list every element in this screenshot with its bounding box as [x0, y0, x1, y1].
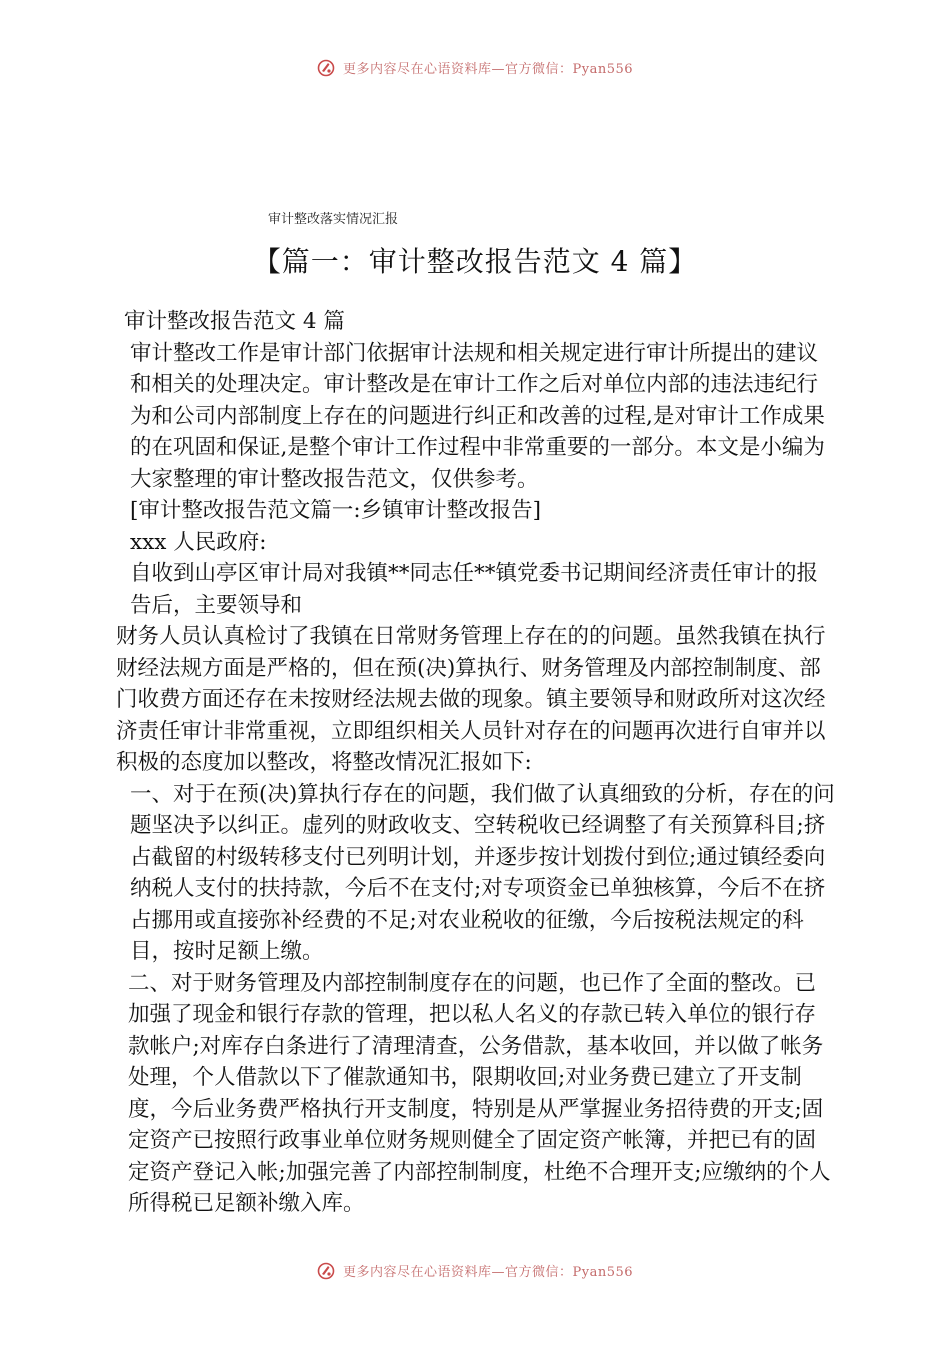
section-heading-paragraph: [审计整改报告范文篇一:乡镇审计整改报告] [130, 498, 542, 523]
body-paragraph: 自收到山亭区审计局对我镇**同志任**镇党委书记期间经济责任审计的报告后，主要领导和 [130, 561, 819, 618]
logo-icon [317, 1262, 335, 1280]
watermark-bottom [0, 1261, 950, 1280]
watermark-text: 更多内容尽在心语资料库—官方微信：Pyan556 [343, 1265, 634, 1280]
intro-paragraph: 审计整改工作是审计部门依据审计法规和相关规定进行审计所提出的建议和相关的处理决定。审计整改是在审计工作之后对单位内部的违法违纪行为和公司内部制度上存在的问题进行纠正和改善的过程,是对审计工作成果的在巩固和保证,是整个审计工作过程中非常重要的一部分。本文是小编为大家整理的审计整改报告范文，仅供参考。 [130, 340, 825, 492]
document-body [116, 306, 836, 1220]
salutation-paragraph: xxx 人民政府: [130, 529, 267, 555]
document-header-title: 审计整改落实情况汇报 [268, 212, 399, 227]
logo-icon [317, 59, 335, 77]
body-paragraph: 二、对于财务管理及内部控制制度存在的问题，也已作了全面的整改。已加强了现金和银行存款的管理，把以私人名义的存款已转入单位的银行存款帐户;对库存白条进行了清理清查，公务借款，基本收回，并以做了帐务处理，个人借款以下了催款通知书，限期收回;对业务费已建立了开支制度，今后业务费严格执行开支制度，特别是从严掌握业务招待费的开支;固定资产已按照行政事业单位财务规则健全了固定资产帐簿，并把已有的固定资产登记入帐;加强完善了内部控制制度，杜绝不合理开支;应缴纳的个人所得税已足额补缴入库。 [128, 970, 831, 1216]
body-paragraph: 一、对于在预(决)算执行存在的问题，我们做了认真细致的分析，存在的问题坚决予以纠正。虚列的财政收支、空转税收已经调整了有关预算科目;挤占截留的村级转移支付已列明计划，并逐步按计划拨付到位;通过镇经委向纳税人支付的扶持款，今后不在支付;对专项资金已单独核算，今后不在挤占挪用或直接弥补经费的不足;对农业税收的征缴，今后按税法规定的科目，按时足额上缴。 [130, 781, 835, 964]
section-title: 【篇一：审计整改报告范文 4 篇】 [252, 245, 698, 278]
body-paragraph: 财务人员认真检讨了我镇在日常财务管理上存在的的问题。虽然我镇在执行财经法规方面是严格的，但在预(决)算执行、财务管理及内部控制制度、部门收费方面还存在未按财经法规去做的现象。镇主要领导和财政所对这次经济责任审计非常重视，立即组织相关人员针对存在的问题再次进行自审并以积极的态度加以整改，将整改情况汇报如下: [116, 624, 826, 775]
subtitle-paragraph: 审计整改报告范文 4 篇 [124, 309, 345, 334]
watermark-text: 更多内容尽在心语资料库—官方微信：Pyan556 [343, 62, 634, 77]
watermark-top [0, 58, 950, 77]
